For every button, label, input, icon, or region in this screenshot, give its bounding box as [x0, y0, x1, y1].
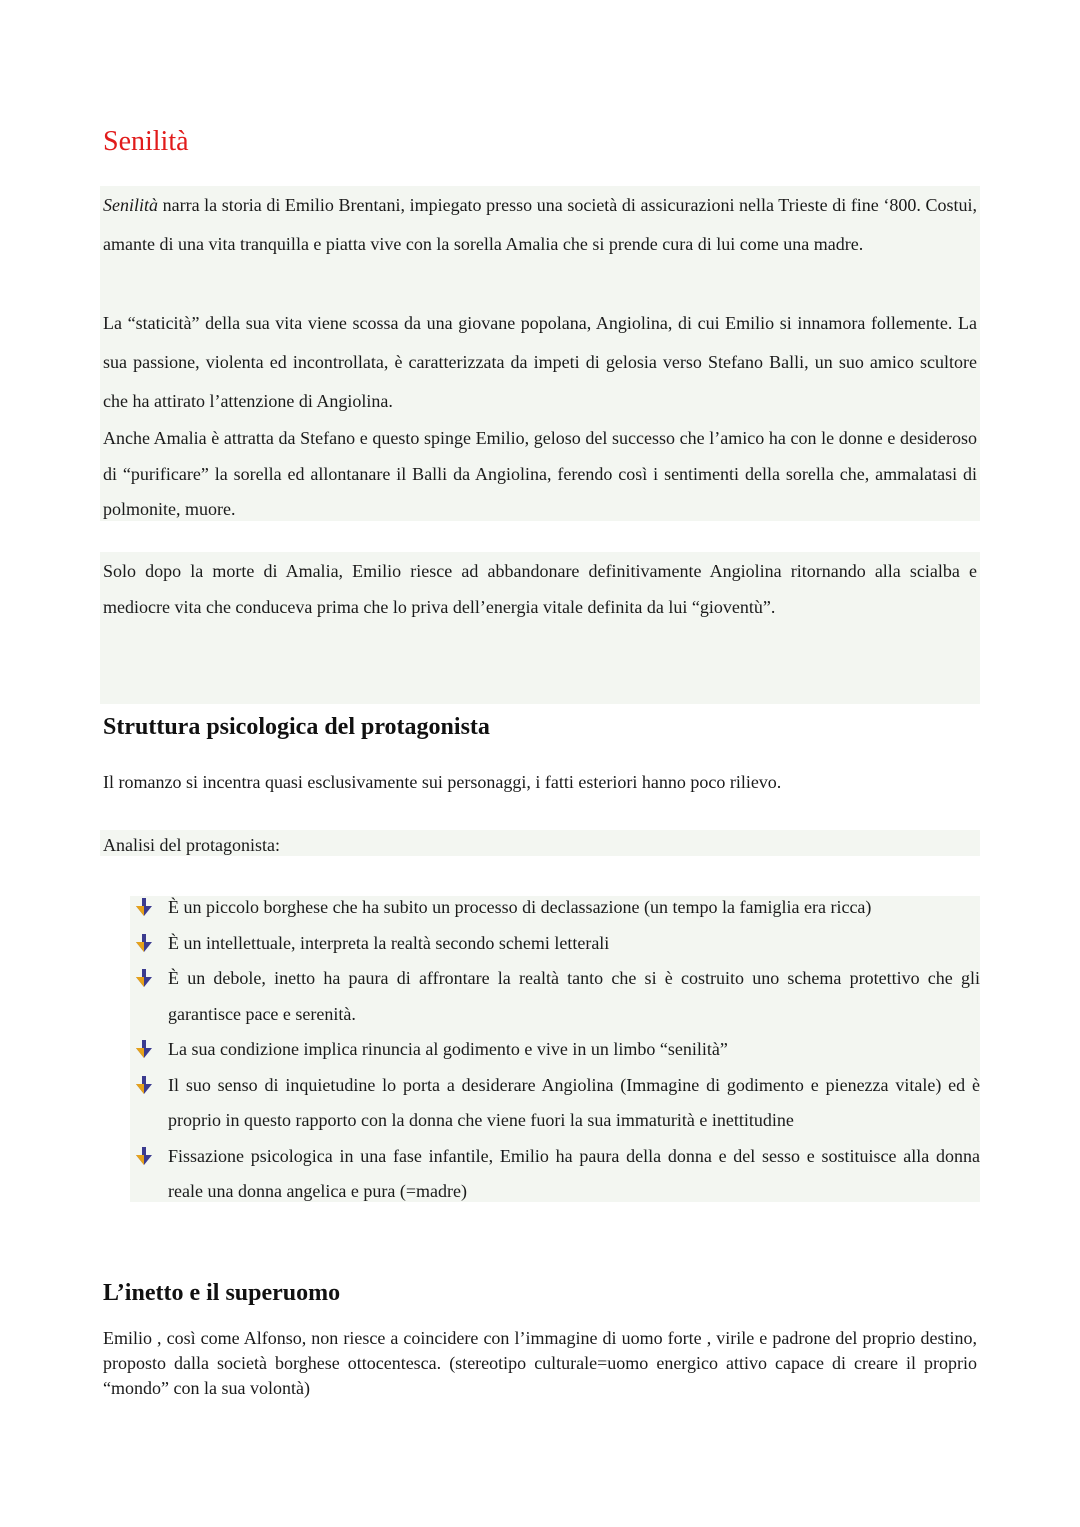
list-item-text: È un piccolo borghese che ha subito un processo di declassazione (un tempo la famiglia era ricca): [168, 897, 872, 917]
list-item-text: Il suo senso di inquietudine lo porta a desiderare Angiolina (Immagine di godimento e pienezza vitale) ed è proprio in questo rapporto con la donna che viene fuori la sua immaturità e inettitudine: [168, 1074, 980, 1130]
down-arrow-icon: [135, 1146, 153, 1166]
section-heading-inetto: L’inetto e il superuomo: [103, 1280, 341, 1306]
list-item-text: È un intellettuale, interpreta la realtà secondo schemi letterali: [168, 932, 610, 953]
list-item: [130, 1068, 980, 1139]
intro-paragraph-1: [103, 186, 977, 264]
down-arrow-icon: [135, 933, 153, 953]
list-item: [130, 961, 980, 1032]
list-item-text: È un debole, inetto ha paura di affrontare la realtà tanto che si è costruito uno schema protettivo che gli garantisce pace e serenità.: [168, 968, 980, 1024]
down-arrow-icon: [135, 1075, 153, 1095]
section2-paragraph-1: Il romanzo si incentra quasi esclusivamente sui personaggi, i fatti esteriori hanno poco rilievo.: [103, 772, 782, 792]
list-item: [130, 1032, 980, 1068]
intro-paragraph-4: Solo dopo la morte di Amalia, Emilio riesce ad abbandonare definitivamente Angiolina ritornando alla scialba e mediocre vita che conduceva prima che lo priva dell’energia vitale definita da lui “gioventù”.: [103, 561, 977, 617]
down-arrow-icon: [135, 968, 153, 988]
intro-paragraph-3: Anche Amalia è attratta da Stefano e questo spinge Emilio, geloso del successo che l’amico ha con le donne e desideroso di “purificare” la sorella ed allontanare il Balli da Angiolina, ferendo così i sentimenti della sorella che, ammalatasi di polmonite, muore.: [103, 428, 977, 519]
down-arrow-icon: [135, 897, 153, 917]
list-item-text: Fissazione psicologica in una fase infantile, Emilio ha paura della donna e del sesso e sostituisce alla donna reale una donna angelica e pura (=madre): [168, 1145, 980, 1201]
list-item-text: La sua condizione implica rinuncia al godimento e vive in un limbo “senilità”: [168, 1039, 728, 1059]
list-item: [130, 890, 980, 926]
down-arrow-icon: [135, 1039, 153, 1059]
section-heading-psychology: Struttura psicologica del protagonista: [103, 714, 490, 740]
intro-paragraph-1-text: narra la storia di Emilio Brentani, impiegato presso una società di assicurazioni nella Trieste di fine ‘800. Costui, amante di una vita tranquilla e piatta vive con la sorella Amalia che si prende cura di lui come una madre.: [103, 195, 977, 254]
section3-paragraph-1: Emilio , così come Alfonso, non riesce a coincidere con l’immagine di uomo forte , virile e padrone del proprio destino, proposto dalla società borghese ottocentesca. (stereotipo culturale=uomo energico attivo capace di creare il proprio “mondo” con la sua volontà): [103, 1328, 977, 1398]
list-item: [130, 1139, 980, 1210]
intro-paragraph-2: La “staticità” della sua vita viene scossa da una giovane popolana, Angiolina, di cui Emilio si innamora follemente. La sua passione, violenta ed incontrollata, è caratterizzata da impeti di gelosia verso Stefano Balli, un suo amico scultore che ha attirato l’attenzione di Angiolina.: [103, 313, 977, 411]
section2-paragraph-2: Analisi del protagonista:: [103, 835, 280, 855]
page-title: Senilità: [103, 126, 189, 157]
novel-title-italic: Senilità: [103, 195, 158, 215]
list-item: [130, 926, 980, 962]
analysis-list: [130, 890, 980, 1210]
